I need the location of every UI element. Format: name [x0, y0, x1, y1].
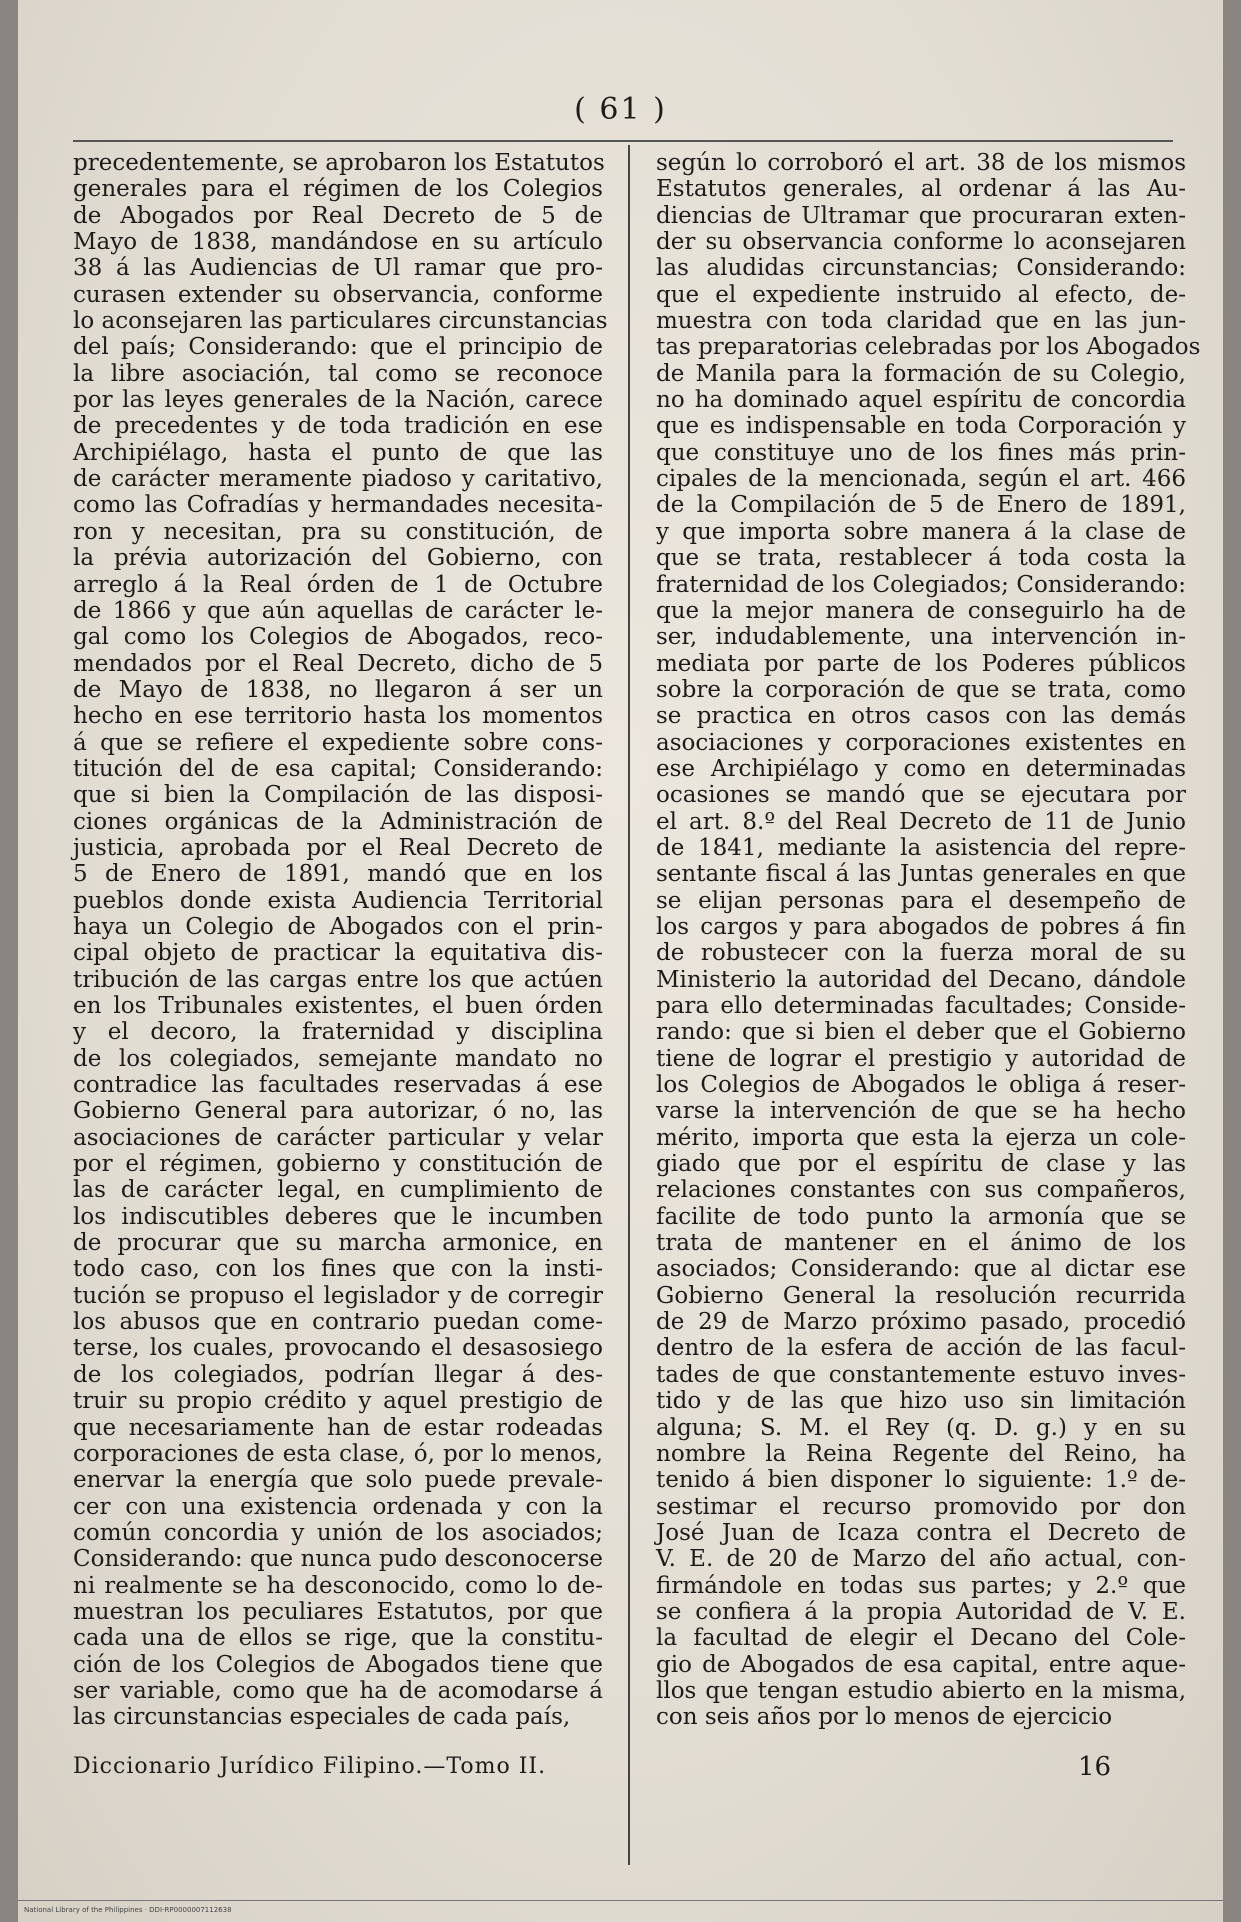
text-line: titución del de esa capital; Considerando:: [73, 755, 603, 782]
text-line: rando: que si bien el deber que el Gobierno: [656, 1019, 1186, 1046]
text-line: se confiera á la propia Autoridad de V. E.: [656, 1598, 1186, 1625]
text-line: de robustecer con la fuerza moral de su: [656, 940, 1186, 967]
text-line: de Manila para la formación de su Colegio,: [656, 360, 1186, 387]
text-line: la prévia autorización del Gobierno, con: [73, 545, 603, 572]
text-line: del país; Considerando: que el principio de: [73, 334, 603, 361]
text-line: alguna; S. M. el Rey (q. D. g.) y en su: [656, 1414, 1186, 1441]
text-line: curasen extender su observancia, conforme: [73, 281, 603, 308]
signature-number: 16: [1078, 1752, 1112, 1782]
text-line: pueblos donde exista Audiencia Territorial: [73, 887, 603, 914]
text-line: Gobierno General la resolución recurrida: [656, 1282, 1186, 1309]
text-line: nombre la Reina Regente del Reino, ha: [656, 1440, 1186, 1467]
text-line: el art. 8.º del Real Decreto de 11 de Junio: [656, 808, 1186, 835]
text-line: sestimar el recurso promovido por don: [656, 1493, 1186, 1520]
text-line: las aludidas circunstancias; Considerando:: [656, 255, 1186, 282]
text-line: las de carácter legal, en cumplimiento de: [73, 1177, 603, 1204]
text-line: tenido á bien disponer lo siguiente: 1.º de-: [656, 1467, 1186, 1494]
text-line: V. E. de 20 de Marzo del año actual, con-: [656, 1546, 1186, 1573]
text-line: de los colegiados, podrían llegar á des-: [73, 1361, 603, 1388]
text-line: según lo corroboró el art. 38 de los mismos: [656, 150, 1186, 176]
text-line: precedentemente, se aprobaron los Estatutos: [73, 150, 605, 176]
text-line: lo aconsejaren las particulares circunstancias: [73, 308, 608, 335]
text-line: común concordia y unión de los asociados;: [73, 1519, 603, 1546]
page-number: ( 61 ): [574, 92, 667, 127]
text-line: dentro de la esfera de acción de las facul-: [656, 1335, 1186, 1362]
text-line: tiene de lograr el prestigio y autoridad de: [656, 1045, 1186, 1072]
text-line: por las leyes generales de la Nación, carece: [73, 387, 603, 414]
text-line: truir su propio crédito y aquel prestigio de: [73, 1388, 603, 1415]
text-line: tribución de las cargas entre los que actúen: [73, 966, 603, 993]
text-line: tas preparatorias celebradas por los Abogados: [656, 334, 1201, 361]
text-line: los cargos y para abogados de pobres á fin: [656, 913, 1186, 940]
text-line: haya un Colegio de Abogados con el prin-: [73, 913, 603, 940]
text-line: José Juan de Icaza contra el Decreto de: [656, 1519, 1186, 1546]
text-line: los Colegios de Abogados le obliga á reser-: [656, 1072, 1186, 1099]
text-line: enervar la energía que solo puede prevale-: [73, 1467, 603, 1494]
text-line: sentante fiscal á las Juntas generales en que: [656, 861, 1186, 888]
text-line: muestra con toda claridad que en las jun-: [656, 308, 1186, 335]
text-line: ser, indudablemente, una intervención in-: [656, 624, 1186, 651]
text-line: firmándole en todas sus partes; y 2.º que: [656, 1572, 1186, 1599]
text-line: ción de los Colegios de Abogados tiene que: [73, 1651, 603, 1678]
text-line: cada una de ellos se rige, que la constitu-: [73, 1625, 603, 1652]
text-line: ni realmente se ha desconocido, como lo de-: [73, 1572, 603, 1599]
text-line: de la Compilación de 5 de Enero de 1891,: [656, 492, 1186, 519]
text-line: de Mayo de 1838, no llegaron á ser un: [73, 676, 603, 703]
text-line: de 29 de Marzo próximo pasado, procedió: [656, 1309, 1186, 1336]
text-line: se practica en otros casos con las demás: [656, 703, 1186, 730]
text-line: mendados por el Real Decreto, dicho de 5: [73, 650, 603, 677]
text-line: ciones orgánicas de la Administración de: [73, 808, 603, 835]
text-line: trata de mantener en el ánimo de los: [656, 1230, 1186, 1257]
text-line: los abusos que en contrario puedan come-: [73, 1309, 603, 1336]
text-line: la libre asociación, tal como se reconoce: [73, 360, 603, 387]
text-line: de Abogados por Real Decreto de 5 de: [73, 202, 603, 229]
text-line: que constituye uno de los fines más prin-: [656, 439, 1186, 466]
text-line: Considerando: que nunca pudo desconocerse: [73, 1546, 603, 1573]
text-line: muestran los peculiares Estatutos, por que: [73, 1598, 603, 1625]
text-line: las circunstancias especiales de cada país,: [73, 1704, 571, 1731]
text-line: ese Archipiélago y como en determinadas: [656, 755, 1186, 782]
text-line: asociaciones de carácter particular y velar: [73, 1124, 603, 1151]
text-line: contradice las facultades reservadas á ese: [73, 1072, 603, 1099]
text-line: ocasiones se mandó que se ejecutara por: [656, 782, 1186, 809]
text-line: relaciones constantes con sus compañeros,: [656, 1177, 1186, 1204]
footer-title: Diccionario Jurídico Filipino.—Tomo II.: [73, 1754, 547, 1779]
text-line: diencias de Ultramar que procuraran exten-: [656, 202, 1186, 229]
text-line: llos que tengan estudio abierto en la misma,: [656, 1677, 1186, 1704]
text-line: arreglo á la Real órden de 1 de Octubre: [73, 571, 603, 598]
text-line: como las Cofradías y hermandades necesita-: [73, 492, 603, 519]
text-line: todo caso, con los fines que con la insti-: [73, 1256, 603, 1283]
text-line: der su observancia conforme lo aconsejaren: [656, 229, 1186, 256]
text-line: que se trata, restablecer á toda costa la: [656, 545, 1186, 572]
text-line: que es indispensable en toda Corporación y: [656, 413, 1186, 440]
text-line: que si bien la Compilación de las disposi-: [73, 782, 603, 809]
text-line: en los Tribunales existentes, el buen órden: [73, 993, 603, 1019]
text-line: de carácter meramente piadoso y caritativo,: [73, 466, 603, 493]
text-line: giado que por el espíritu de clase y las: [656, 1151, 1186, 1178]
text-line: hecho en ese territorio hasta los momentos: [73, 703, 603, 730]
top-rule: [73, 140, 1173, 142]
text-line: de 1866 y que aún aquellas de carácter le-: [73, 597, 603, 624]
text-line: de los colegiados, semejante mandato no: [73, 1045, 603, 1072]
text-line: sobre la corporación de que se trata, como: [656, 676, 1186, 703]
text-line: facilite de todo punto la armonía que se: [656, 1203, 1186, 1230]
text-line: cipal objeto de practicar la equitativa dis-: [73, 940, 603, 967]
right-column: [656, 150, 1201, 1731]
text-line: que el expediente instruido al efecto, de-: [656, 281, 1186, 308]
text-line: con seis años por lo menos de ejercicio: [656, 1704, 1113, 1731]
text-line: corporaciones de esta clase, ó, por lo menos,: [73, 1440, 603, 1467]
text-line: generales para el régimen de los Colegios: [73, 176, 603, 203]
text-line: y el decoro, la fraternidad y disciplina: [73, 1019, 603, 1046]
text-line: asociados; Considerando: que al dictar ese: [656, 1256, 1186, 1283]
text-line: 38 á las Audiencias de Ul ramar que pro-: [73, 255, 603, 282]
text-line: tades de que constantemente estuvo inves-: [656, 1361, 1186, 1388]
text-line: ron y necesitan, pra su constitución, de: [73, 518, 603, 545]
text-line: mérito, importa que esta la ejerza un cole-: [656, 1124, 1186, 1151]
text-line: cipales de la mencionada, según el art. 466: [656, 466, 1186, 493]
text-line: gal como los Colegios de Abogados, reco-: [73, 624, 603, 651]
text-line: tido y de las que hizo uso sin limitación: [656, 1388, 1186, 1415]
text-line: á que se refiere el expediente sobre cons-: [73, 729, 603, 756]
text-line: gio de Abogados de esa capital, entre aque-: [656, 1651, 1186, 1678]
bottom-rule: [18, 1900, 1223, 1901]
text-line: varse la intervención de que se ha hecho: [656, 1098, 1186, 1125]
text-line: Ministerio la autoridad del Decano, dándole: [656, 966, 1186, 993]
text-line: Archipiélago, hasta el punto de que las: [73, 439, 603, 466]
text-line: de precedentes y de toda tradición en ese: [73, 413, 603, 440]
text-line: Gobierno General para autorizar, ó no, las: [73, 1098, 603, 1125]
text-line: asociaciones y corporaciones existentes en: [656, 729, 1186, 756]
text-line: ser variable, como que ha de acomodarse á: [73, 1677, 603, 1704]
text-line: de 1841, mediante la asistencia del repre-: [656, 834, 1186, 861]
text-line: mediata por parte de los Poderes públicos: [656, 650, 1186, 677]
text-line: para ello determinadas facultades; Conside-: [656, 993, 1186, 1019]
column-divider: [628, 145, 630, 1865]
left-column: [73, 150, 608, 1731]
text-line: por el régimen, gobierno y constitución de: [73, 1151, 603, 1178]
document-page: [18, 0, 1223, 1922]
text-line: 5 de Enero de 1891, mandó que en los: [73, 861, 603, 888]
text-line: la facultad de elegir el Decano del Cole-: [656, 1625, 1186, 1652]
text-line: se elijan personas para el desempeño de: [656, 887, 1186, 914]
text-line: que necesariamente han de estar rodeadas: [73, 1414, 603, 1441]
text-line: fraternidad de los Colegiados; Considerando:: [656, 571, 1186, 598]
text-line: tución se propuso el legislador y de corregir: [73, 1282, 603, 1309]
text-line: Mayo de 1838, mandándose en su artículo: [73, 229, 603, 256]
text-line: Estatutos generales, al ordenar á las Au-: [656, 176, 1186, 203]
text-line: de procurar que su marcha armonice, en: [73, 1230, 603, 1257]
text-line: justicia, aprobada por el Real Decreto de: [73, 834, 603, 861]
text-line: terse, los cuales, provocando el desasosiego: [73, 1335, 603, 1362]
text-line: no ha dominado aquel espíritu de concordia: [656, 387, 1186, 414]
text-line: y que importa sobre manera á la clase de: [656, 518, 1186, 545]
text-line: que la mejor manera de conseguirlo ha de: [656, 597, 1186, 624]
text-line: cer con una existencia ordenada y con la: [73, 1493, 603, 1520]
library-caption: National Library of the Philippines · DDI-RP0000007112638: [24, 1906, 232, 1914]
text-line: los indiscutibles deberes que le incumben: [73, 1203, 603, 1230]
